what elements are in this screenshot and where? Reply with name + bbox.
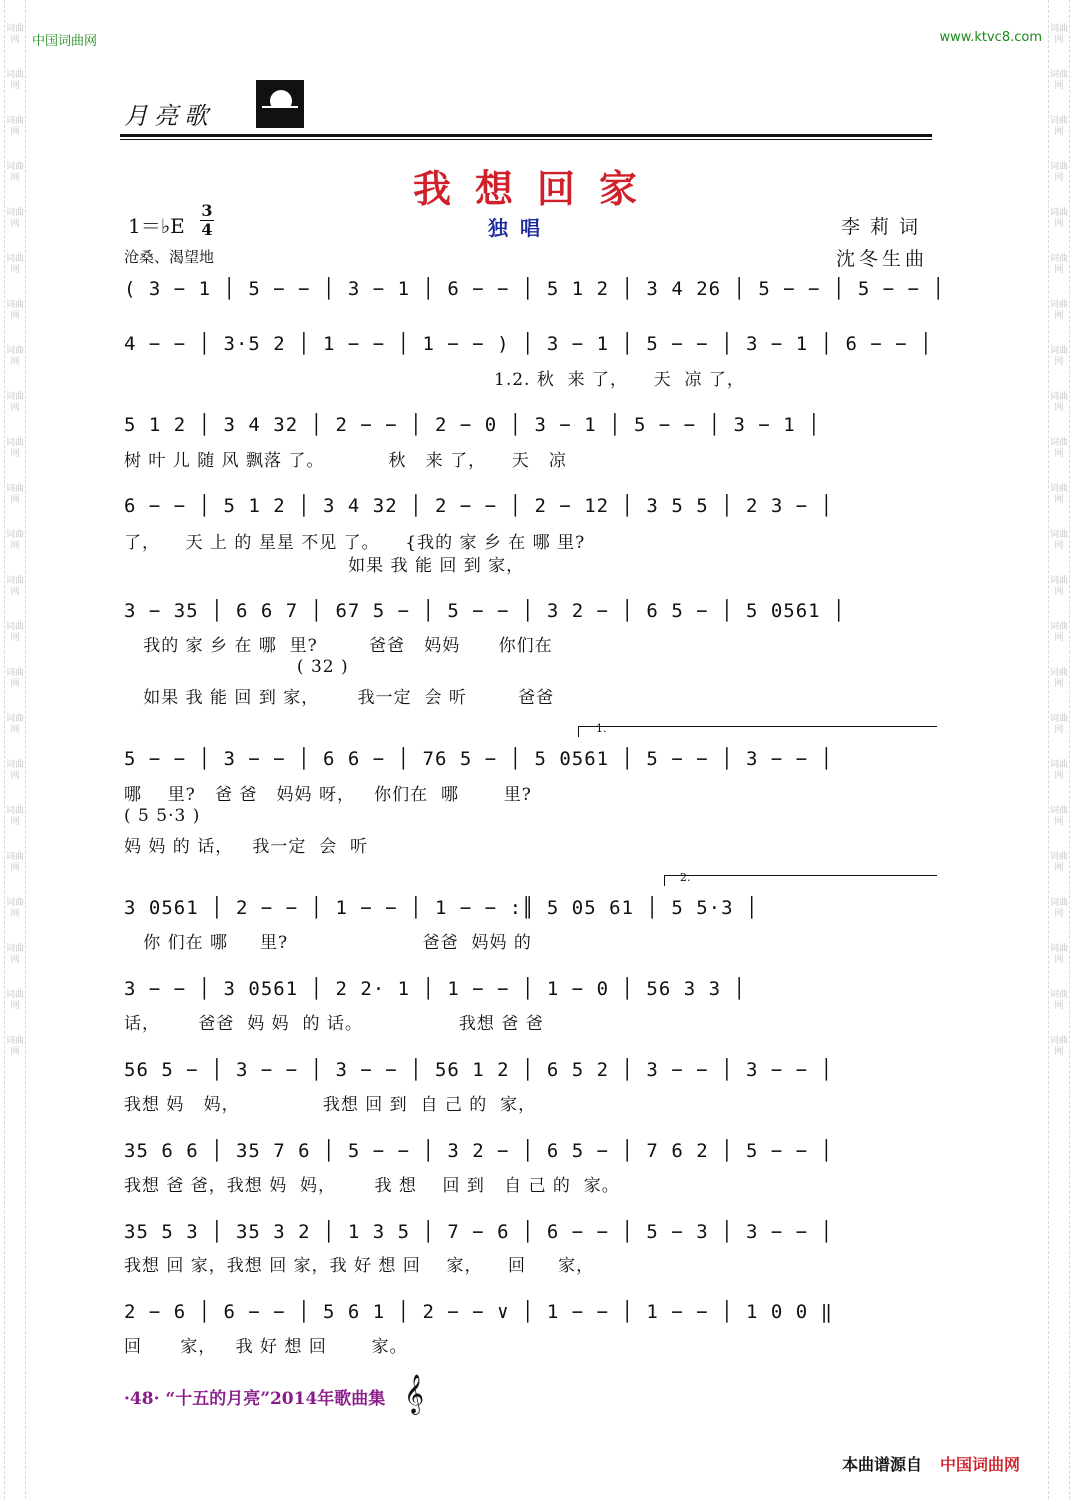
source-credit	[842, 1452, 1020, 1475]
notation-line-2: 4 − − │ 3·5 2 │ 1 − − │ 1 − − ) │ 3 − 1 │ 5 − − │ 3 − 1 │ 6 − − │	[124, 333, 933, 355]
site-name-left[interactable]: 中国词曲网	[32, 34, 98, 49]
volta-label-2: 2.	[680, 871, 691, 884]
lyric-line-4b: 如果 我 能 回 到 家，	[124, 556, 525, 576]
notation-line-9: 56 5 − │ 3 − − │ 3 − − │ 56 1 2 │ 6 5 2 │ 3 − − │ 3 − − │	[124, 1059, 834, 1081]
notation-line-8: 3 − − │ 3 0561 │ 2 2· 1 │ 1 − − │ 1 − 0 │ 56 3 3 │	[124, 978, 746, 1000]
time-signature: 3 4	[201, 201, 213, 239]
notation-line-10: 35 6 6 │ 35 7 6 │ 5 − − │ 3 2 − │ 6 5 − │ 7 6 2 │ 5 − − │	[124, 1140, 834, 1162]
lyric-line-7: 你 们在 哪 里? 爸爸 妈妈 的	[124, 933, 532, 953]
key-signature: 1＝♭E	[128, 214, 185, 238]
volta-bracket-1	[578, 726, 937, 737]
composer-credit: 沈冬生曲	[835, 248, 928, 270]
lyric-line-6a: 哪 里? 爸 爸 妈妈 呀， 你们在 哪 里?	[124, 785, 532, 805]
lyric-line-3: 树 叶 儿 随 风 飘落 了。 秋 来 了， 天 凉	[124, 451, 567, 471]
site-url-right[interactable]: www.ktvc8.com	[939, 30, 1042, 45]
treble-clef-icon: 𝄞	[404, 1374, 425, 1414]
song-title: 我想回家	[412, 166, 661, 211]
lyric-line-6b: ( 5 5·3 )	[124, 806, 201, 826]
volta-label-1: 1.	[596, 722, 607, 735]
side-watermark-left: 词曲网 词曲网 词曲网 词曲网 词曲网 词曲网 词曲网 词曲网 词曲网 词曲网 词曲网 词曲网 词曲网 词曲网 词曲网 词曲网 词曲网 词曲网 词曲网 词曲网 词曲网 词曲网 词曲网	[4, 0, 26, 1499]
lyric-line-12: 回 家， 我 好 想 回 家。	[124, 1337, 408, 1357]
lyric-line-5c: 如果 我 能 回 到 家， 我一定 会 听 爸爸	[124, 688, 555, 708]
performance-style: 独唱	[488, 216, 552, 240]
notation-line-4: 6 − − │ 5 1 2 │ 3 4 32 │ 2 − − │ 2 − 12 │ 3 5 5 │ 2 3 − │	[124, 495, 834, 517]
lyric-line-5a: 我的 家 乡 在 哪 里? 爸爸 妈妈 你们在	[124, 636, 553, 656]
side-watermark-right: 词曲网 词曲网 词曲网 词曲网 词曲网 词曲网 词曲网 词曲网 词曲网 词曲网 词曲网 词曲网 词曲网 词曲网 词曲网 词曲网 词曲网 词曲网 词曲网 词曲网 词曲网 词曲网 词曲网	[1048, 0, 1070, 1499]
lyric-line-6c: 妈 妈 的 话， 我一定 会 听	[124, 837, 369, 857]
source-site-link[interactable]: 中国词曲网	[940, 1455, 1021, 1474]
brand-script: 月亮歌	[124, 102, 214, 130]
volta-bracket-2	[664, 875, 937, 886]
lyric-line-2: 1.2. 秋 来 了， 天 凉 了，	[494, 370, 745, 390]
lyric-line-10: 我想 爸 爸，我想 妈 妈， 我 想 回 到 自 己 的 家。	[124, 1176, 620, 1196]
lyric-line-4a: 了， 天 上 的 星星 不见 了。 {我的 家 乡 在 哪 里?	[124, 533, 586, 553]
expression-mark: 沧桑、渴望地	[124, 248, 215, 266]
lyric-line-8: 话， 爸爸 妈 妈 的 话。 我想 爸 爸	[124, 1014, 544, 1034]
page-footer: ·48· “十五的月亮”2014年歌曲集	[124, 1389, 386, 1409]
lyricist-credit: 李莉词	[840, 216, 928, 238]
notation-line-6: 5 − − │ 3 − − │ 6 6 − │ 76 5 − │ 5 0561 │ 5 − − │ 3 − − │	[124, 748, 834, 770]
lyric-line-11: 我想 回 家，我想 回 家，我 好 想 回 家， 回 家，	[124, 1256, 595, 1276]
notation-line-1: ( 3 − 1 │ 5 − − │ 3 − 1 │ 6 − − │ 5 1 2 │ 3 4 26 │ 5 − − │ 5 − − │	[124, 278, 945, 300]
notation-line-5: 3 − 35 │ 6 6 7 │ 67 5 − │ 5 − − │ 3 2 − │ 6 5 − │ 5 0561 │	[124, 600, 846, 622]
header-rule-thin	[120, 139, 932, 140]
moon-logo-icon	[256, 80, 304, 128]
source-label: 本曲谱源自	[842, 1455, 923, 1474]
notation-line-7: 3 0561 │ 2 − − │ 1 − − │ 1 − − :║ 5 05 61 │ 5 5·3 │	[124, 897, 759, 919]
notation-line-11: 35 5 3 │ 35 3 2 │ 1 3 5 │ 7 − 6 │ 6 − − │ 5 − 3 │ 3 − − │	[124, 1221, 834, 1243]
header-rule-thick	[120, 134, 932, 137]
lyric-line-9: 我想 妈 妈， 我想 回 到 自 己 的 家，	[124, 1095, 537, 1115]
notation-line-3: 5 1 2 │ 3 4 32 │ 2 − − │ 2 − 0 │ 3 − 1 │ 5 − − │ 3 − 1 │	[124, 414, 821, 436]
notation-line-12: 2 − 6 │ 6 − − │ 5 6 1 │ 2 − − ∨ │ 1 − − │ 1 − − │ 1 0 0 ‖	[124, 1301, 834, 1323]
lyric-line-5b: ( 32 )	[124, 657, 349, 677]
